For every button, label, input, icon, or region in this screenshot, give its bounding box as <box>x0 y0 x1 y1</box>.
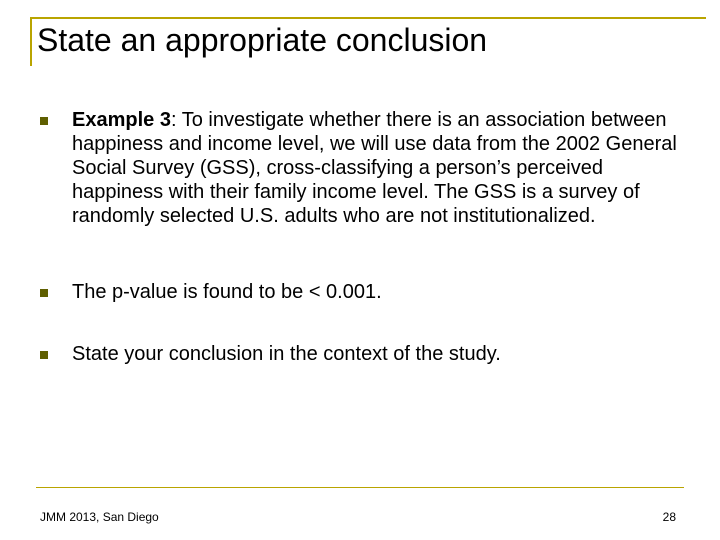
square-bullet-icon <box>40 117 48 125</box>
footer-caption: JMM 2013, San Diego <box>40 510 159 524</box>
bullet-item-1-text: : To investigate whether there is an association between happiness and income level, we will use data from the 2002 General Social Survey (GSS), cross-classifying a person’s perceived happiness with their family income level. The GSS is a survey of randomly selected U.S. adults who are not institutionalized. <box>72 109 677 227</box>
slide-title: State an appropriate conclusion <box>37 22 488 58</box>
title-rule-left <box>30 17 32 66</box>
title-rule-top <box>30 17 706 19</box>
bullet-item-2: The p-value is found to be < 0.001. <box>72 281 382 303</box>
bullet-item-1-lead: Example 3 <box>72 109 171 131</box>
slide-number: 28 <box>662 510 676 524</box>
bullet-item-3: State your conclusion in the context of the study. <box>72 343 501 365</box>
square-bullet-icon <box>40 351 48 359</box>
bullet-item-1 <box>72 108 692 228</box>
footer-rule <box>36 487 684 488</box>
square-bullet-icon <box>40 289 48 297</box>
